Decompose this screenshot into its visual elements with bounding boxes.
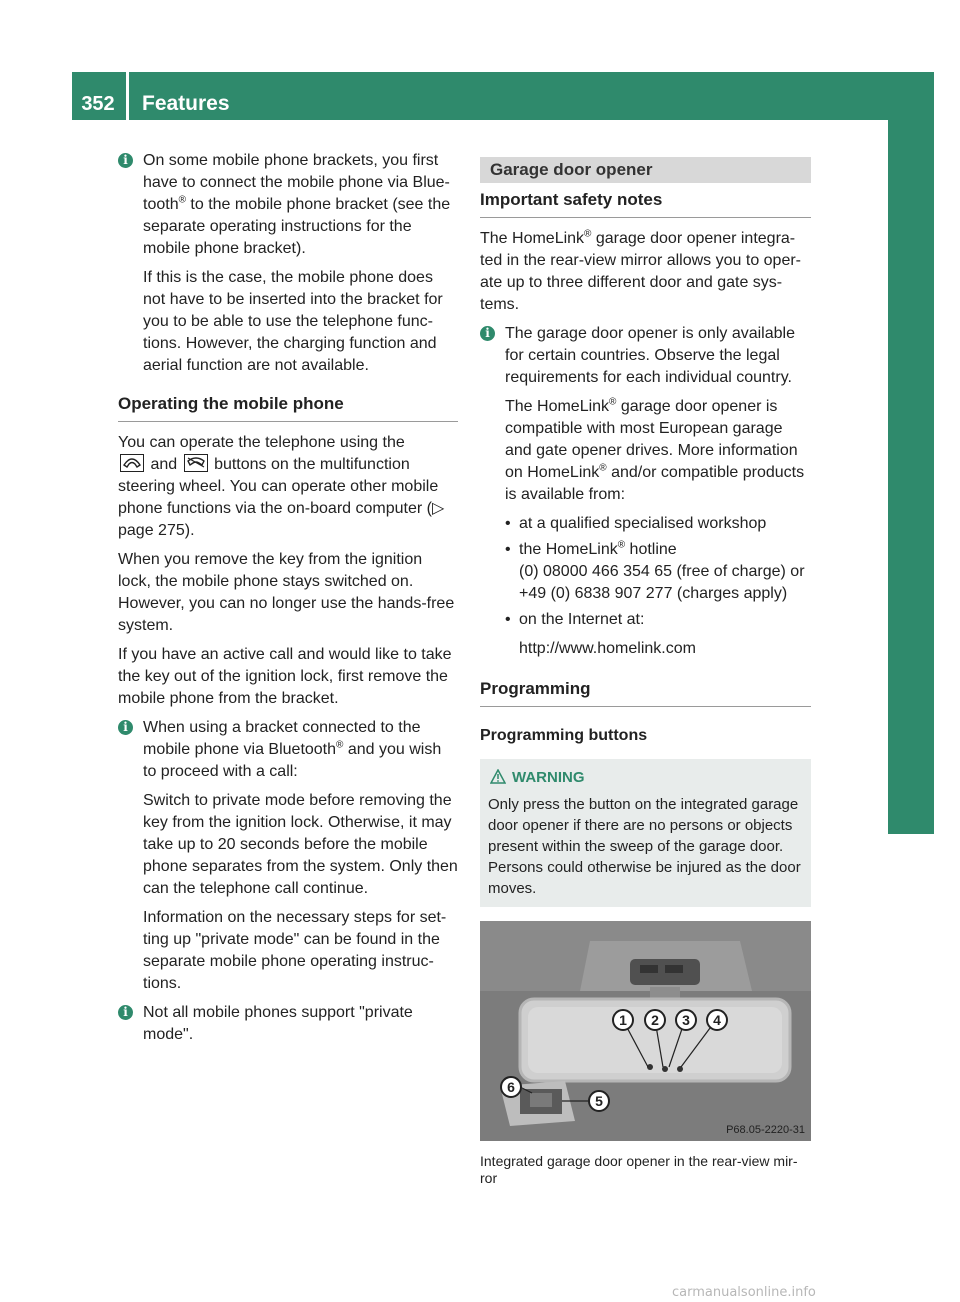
body-paragraph <box>480 228 811 316</box>
note-paragraph: Not all mobile phones support "private mode". <box>143 1004 413 1043</box>
svg-text:1: 1 <box>619 1012 627 1028</box>
info-note-support <box>118 1002 458 1046</box>
note-text: When using a bracket connected to the mobile phone via Bluetooth <box>143 719 421 758</box>
note-text: On some mobile phone brackets, you first have to connect the mobile phone via Blue-tooth <box>143 152 450 213</box>
svg-text:4: 4 <box>713 1012 721 1028</box>
right-column <box>480 150 811 1187</box>
hotline-numbers: (0) 08000 466 354 65 (free of charge) or +49 (0) 6838 907 277 (charges apply) <box>519 563 805 602</box>
rear-view-mirror-illustration <box>480 921 811 1141</box>
list-item-text: on the Internet at: <box>519 611 645 628</box>
body-paragraph <box>118 432 458 542</box>
note-text: garage door opener is compatible with most European garage and gate opener drives. More information on HomeLink <box>505 398 798 481</box>
note-paragraph: If this is the case, the mobile phone does not have to be inserted into the bracket for you to be able to use the telephone func-tions. However, the charging function and aerial function are not available. <box>143 269 443 374</box>
chapter-tab <box>853 72 934 834</box>
callout-1 <box>613 1010 633 1030</box>
info-icon: i <box>118 1005 133 1020</box>
info-note-homelink <box>480 323 811 660</box>
note-text: and you wish to proceed with a call: <box>143 741 442 780</box>
note-text: to the mobile phone bracket (see the separate operating instructions for the mobile phone bracket). <box>143 196 451 257</box>
callout-4 <box>707 1010 727 1030</box>
info-icon: i <box>118 153 133 168</box>
registered-mark: ® <box>617 539 626 551</box>
registered-mark: ® <box>609 396 617 408</box>
warning-header <box>488 767 803 790</box>
section-heading-safety-notes: Important safety notes <box>480 189 811 218</box>
list-item <box>505 609 811 660</box>
svg-text:2: 2 <box>651 1012 659 1028</box>
warning-text: Only press the button on the integrated garage door opener if there are no persons or objects present within the sweep of the garage door. Persons could otherwise be injured as the door moves. <box>488 796 801 897</box>
list-item: • at a qualified specialised workshop <box>505 513 811 535</box>
note-paragraph <box>143 150 458 260</box>
note-paragraph: Switch to private mode before removing the key from the ignition lock. Otherwise, it may take up to 20 seconds before the mobile phone separates from the system. Only then can the telephone call continue. <box>143 792 458 897</box>
mirror-figure <box>480 921 811 1141</box>
info-note-bluetooth-bracket <box>118 150 458 377</box>
section-heading-programming: Programming <box>480 678 811 707</box>
body-text: buttons on the multifunction steering wheel. You can operate other mobile phone functions via the on-board computer <box>118 456 439 517</box>
figure-caption: Integrated garage door opener in the rear-view mir-ror <box>480 1153 798 1186</box>
body-paragraph: When you remove the key from the ignition lock, the mobile phone stays switched on. However, you can no longer use the hands-free system. <box>118 551 455 634</box>
note-text: The HomeLink <box>505 398 610 415</box>
chapter-title: Stowing and features <box>853 613 876 832</box>
note-paragraph <box>505 396 811 506</box>
warning-label: WARNING <box>512 769 585 786</box>
header-divider <box>126 72 129 120</box>
source-list <box>505 513 811 660</box>
registered-mark: ® <box>178 194 186 206</box>
chapter-heading-garage-door-opener: Garage door opener <box>480 157 811 183</box>
registered-mark: ® <box>584 228 592 240</box>
list-item-text: hotline <box>625 541 677 558</box>
callout-5 <box>589 1091 609 1111</box>
svg-text:6: 6 <box>507 1079 515 1095</box>
figure-code: P68.05-2220-31 <box>726 1124 805 1136</box>
homelink-url[interactable]: http://www.homelink.com <box>519 640 696 657</box>
watermark: carmanualsonline.info <box>672 1285 816 1300</box>
subheading-programming-buttons: Programming buttons <box>480 727 648 744</box>
callout-6 <box>501 1077 521 1097</box>
callout-2 <box>645 1010 665 1030</box>
left-column <box>118 150 458 1053</box>
svg-text:3: 3 <box>682 1012 690 1028</box>
page-title: Features <box>142 92 230 115</box>
callout-3 <box>676 1010 696 1030</box>
note-paragraph: Information on the necessary steps for set-ting up "private mode" can be found in the separate mobile phone operating instruc-tions. <box>143 909 447 992</box>
phone-pickup-icon <box>120 454 144 472</box>
warning-box <box>480 759 811 907</box>
registered-mark: ® <box>336 739 344 751</box>
page-reference[interactable]: (▷ page 275). <box>118 500 445 539</box>
body-text: The HomeLink <box>480 230 585 247</box>
info-note-private-mode <box>118 717 458 995</box>
note-text: and/or compatible products is available from: <box>505 464 805 503</box>
body-text: and <box>150 456 178 473</box>
list-item <box>505 539 811 605</box>
page-header <box>72 72 888 120</box>
note-paragraph <box>143 717 458 783</box>
list-item-text: the HomeLink <box>519 541 618 558</box>
registered-mark: ® <box>599 462 607 474</box>
section-heading-operating-phone: Operating the mobile phone <box>118 393 458 422</box>
body-paragraph: If you have an active call and would like to take the key out of the ignition lock, first remove the mobile phone from the bracket. <box>118 646 452 707</box>
phone-hangup-icon <box>184 454 208 472</box>
body-text: garage door opener integra-ted in the rear-view mirror allows you to oper-ate up to three different door and gate sys-tems. <box>480 230 802 313</box>
page-number: 352 <box>81 93 115 115</box>
info-icon: i <box>480 326 495 341</box>
note-paragraph: The garage door opener is only available for certain countries. Observe the legal requirements for each individual country. <box>505 325 795 386</box>
info-icon: i <box>118 720 133 735</box>
svg-text:5: 5 <box>595 1093 603 1109</box>
warning-triangle-icon <box>490 769 506 790</box>
body-text: You can operate the telephone using the <box>118 434 405 451</box>
